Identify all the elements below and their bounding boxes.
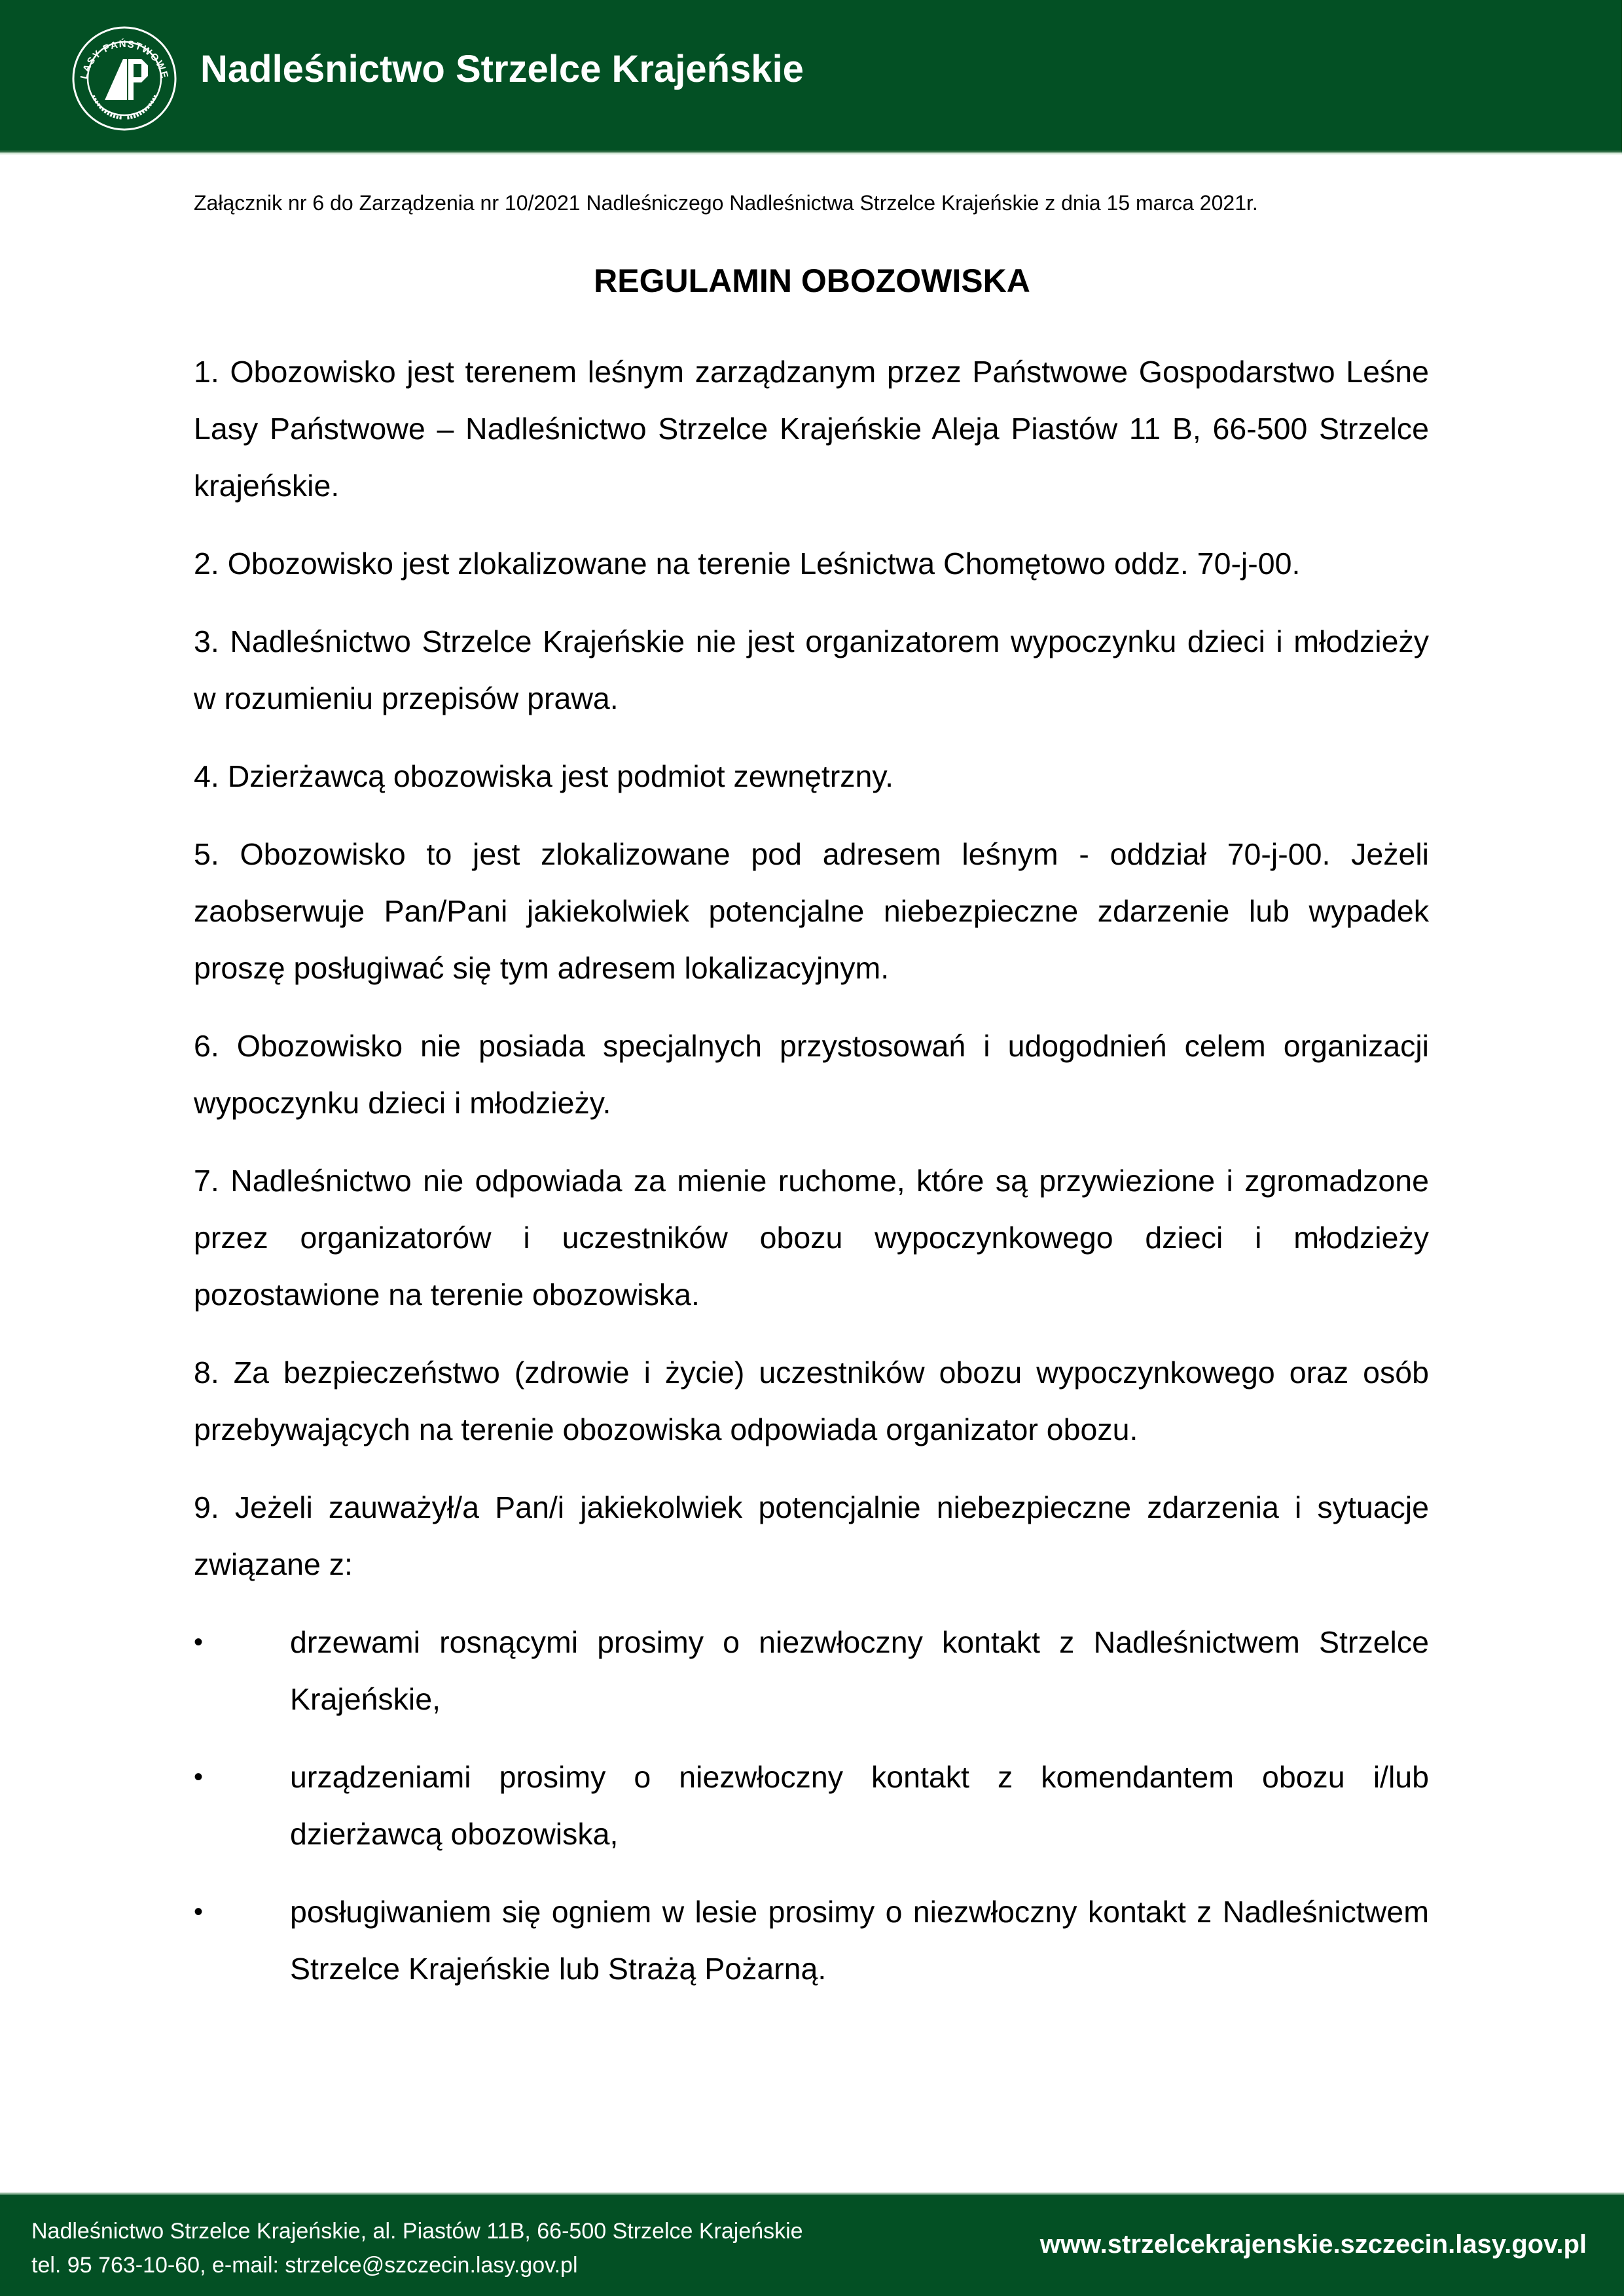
document-body — [194, 344, 1429, 2018]
list-item-text: drzewami rosnącymi prosimy o niezwłoczny kontakt z Nadleśnictwem Strzelce Krajeńskie, — [290, 1625, 1429, 1716]
bullet-icon: • — [194, 1763, 204, 1791]
paragraph-6: 6. Obozowisko nie posiada specjalnych przystosowań i udogodnień celem organizacji wypoczynku dzieci i młodzieży. — [194, 1029, 1429, 1120]
paragraph-2: 2. Obozowisko jest zlokalizowane na terenie Leśnictwa Chomętowo oddz. 70-j-00. — [194, 547, 1301, 581]
svg-text:LASY PAŃSTWOWE: LASY PAŃSTWOWE — [78, 38, 171, 81]
footer-website-link[interactable]: www.strzelcekrajenskie.szczecin.lasy.gov.pl — [1039, 2230, 1587, 2259]
paragraph-8: 8. Za bezpieczeństwo (zdrowie i życie) uczestników obozu wypoczynkowego oraz osób przebywających na terenie obozowiska odpowiada organizator obozu. — [194, 1355, 1429, 1446]
attachment-note: Załącznik nr 6 do Zarządzenia nr 10/2021 Nadleśniczego Nadleśnictwa Strzelce Krajeńskie z dnia 15 marca 2021r. — [194, 191, 1258, 215]
paragraph-4: 4. Dzierżawcą obozowiska jest podmiot zewnętrzny. — [194, 759, 894, 793]
list-item — [194, 1884, 1429, 1998]
bullet-icon: • — [194, 1897, 204, 1926]
paragraph-7: 7. Nadleśnictwo nie odpowiada za mienie ruchome, które są przywiezione i zgromadzone przez organizatorów i uczestników obozu wypoczynkowego dzieci i młodzieży pozostawione na terenie obozowiska. — [194, 1164, 1429, 1312]
document-title: REGULAMIN OBOZOWISKA — [594, 262, 1030, 299]
footer-contact-line: tel. 95 763-10-60, e-mail: strzelce@szczecin.lasy.gov.pl — [31, 2253, 578, 2278]
footer-contact-block — [31, 2214, 803, 2282]
paragraph-1: 1. Obozowisko jest terenem leśnym zarządzanym przez Państwowe Gospodarstwo Leśne Lasy Państwowe – Nadleśnictwo Strzelce Krajeńskie Aleja Piastów 11 B, 66-500 Strzelce krajeńskie. — [194, 355, 1429, 503]
list-item-text: urządzeniami prosimy o niezwłoczny kontakt z komendantem obozu i/lub dzierżawcą obozowiska, — [290, 1760, 1429, 1851]
paragraph-3: 3. Nadleśnictwo Strzelce Krajeńskie nie jest organizatorem wypoczynku dzieci i młodzieży w rozumieniu przepisów prawa. — [194, 624, 1429, 715]
lasy-panstwowe-logo-icon — [71, 25, 178, 132]
paragraph-5: 5. Obozowisko to jest zlokalizowane pod adresem leśnym - oddział 70-j-00. Jeżeli zaobserwuje Pan/Pani jakiekolwiek potencjalne niebezpieczne zdarzenie lub wypadek proszę posługiwać się tym adresem lokalizacyjnym. — [194, 837, 1429, 985]
list-item — [194, 1749, 1429, 1863]
header-title: Nadleśnictwo Strzelce Krajeńskie — [200, 48, 804, 90]
footer-address-line: Nadleśnictwo Strzelce Krajeńskie, al. Piastów 11B, 66-500 Strzelce Krajeńskie — [31, 2219, 803, 2244]
page-footer — [0, 2193, 1624, 2296]
bullet-list — [194, 1614, 1429, 1998]
list-item — [194, 1614, 1429, 1728]
bullet-icon: • — [194, 1628, 204, 1657]
list-item-text: posługiwaniem się ogniem w lesie prosimy o niezwłoczny kontakt z Nadleśnictwem Strzelce Krajeńskie lub Strażą Pożarną. — [290, 1895, 1429, 1986]
paragraph-9: 9. Jeżeli zauważył/a Pan/i jakiekolwiek potencjalnie niebezpieczne zdarzenia i sytuacje związane z: — [194, 1490, 1429, 1581]
page-header — [0, 0, 1622, 152]
